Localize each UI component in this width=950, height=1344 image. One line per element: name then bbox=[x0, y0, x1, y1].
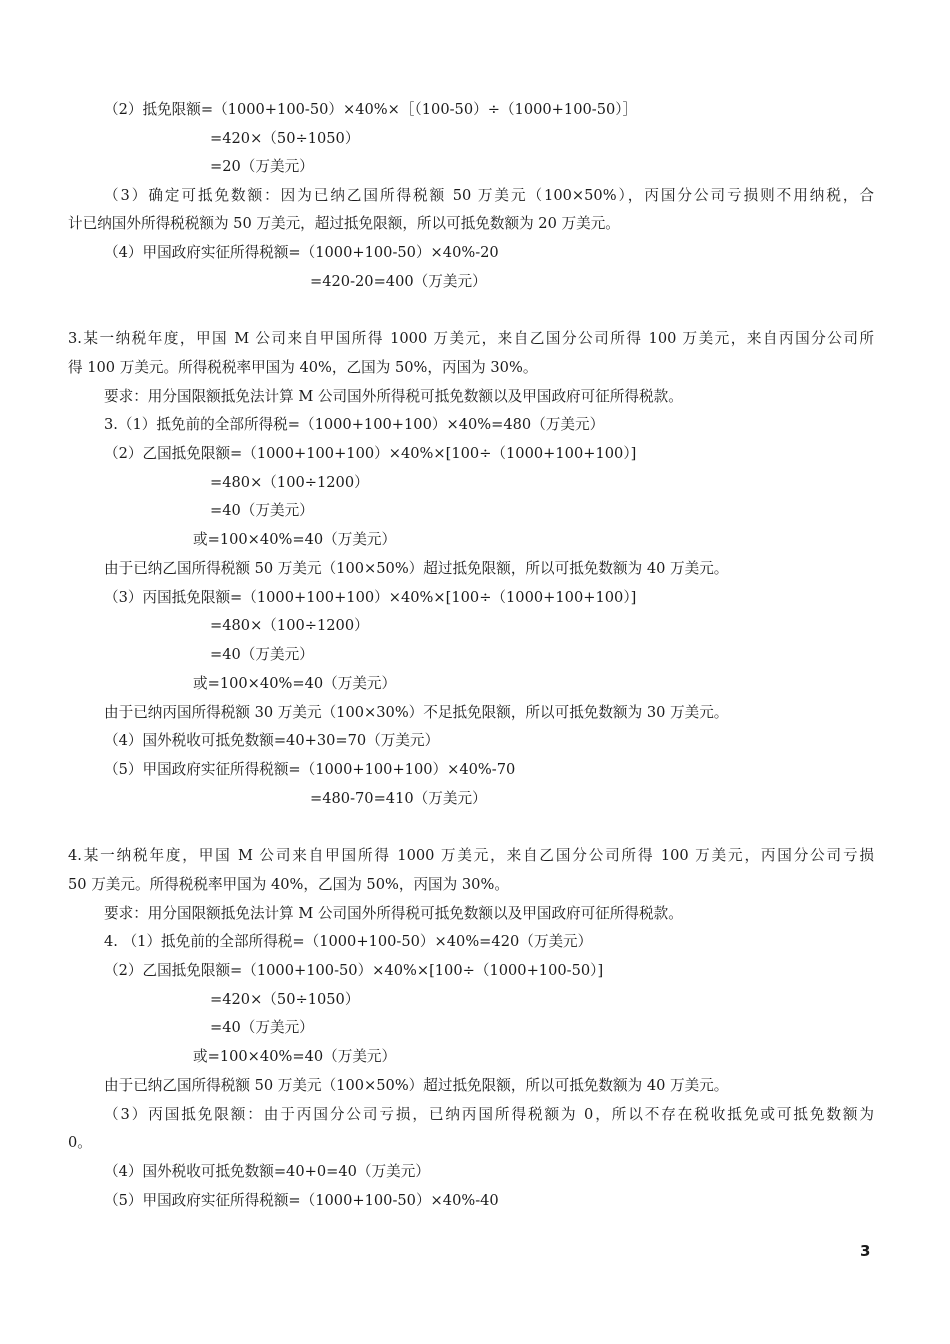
text-line: 或=100×40%=40（万美元） bbox=[193, 675, 397, 692]
text-line: （4）国外税收可抵免数额=40+30=70（万美元） bbox=[104, 732, 440, 749]
text-line: （5）甲国政府实征所得税额=（1000+100+100）×40%-70 bbox=[104, 761, 516, 778]
text-line: =480-70=410（万美元） bbox=[310, 790, 487, 807]
text-line: （3）确定可抵免数额：因为已纳乙国所得税额 50 万美元（100×50%），丙国分公司亏损则不用纳税，合 bbox=[104, 187, 874, 204]
text-line: =480×（100÷1200） bbox=[210, 617, 369, 634]
text-line: =40（万美元） bbox=[210, 646, 314, 663]
text-line: （3）丙国抵免限额=（1000+100+100）×40%×[100÷（1000+100+100）] bbox=[104, 589, 637, 606]
text-line: （5）甲国政府实征所得税额=（1000+100-50）×40%-40 bbox=[104, 1192, 499, 1209]
text-line: =40（万美元） bbox=[210, 502, 314, 519]
text-line: 由于已纳乙国所得税额 50 万美元（100×50%）超过抵免限额，所以可抵免数额为 40 万美元。 bbox=[104, 1077, 729, 1094]
text-line: =420-20=400（万美元） bbox=[310, 273, 487, 290]
text-line: 3.某一纳税年度，甲国 M 公司来自甲国所得 1000 万美元，来自乙国分公司所得 100 万美元，来自丙国分公司所 bbox=[68, 330, 874, 347]
text-line: =480×（100÷1200） bbox=[210, 474, 369, 491]
text-line: 由于已纳丙国所得税额 30 万美元（100×30%）不足抵免限额，所以可抵免数额为 30 万美元。 bbox=[104, 704, 729, 721]
text-line: 0。 bbox=[68, 1134, 92, 1151]
text-line: （4）国外税收可抵免数额=40+0=40（万美元） bbox=[104, 1163, 430, 1180]
text-line: （2）抵免限额=（1000+100-50）×40%×［（100-50）÷（1000+100-50）］ bbox=[104, 101, 638, 118]
page-number: 3 bbox=[860, 1242, 871, 1260]
text-line: =40（万美元） bbox=[210, 1019, 314, 1036]
text-line: 3.（1）抵免前的全部所得税=（1000+100+100）×40%=480（万美元） bbox=[104, 416, 605, 433]
text-line: =420×（50÷1050） bbox=[210, 130, 360, 147]
text-line: 得 100 万美元。所得税税率甲国为 40%，乙国为 50%，丙国为 30%。 bbox=[68, 359, 538, 376]
text-line: 4.某一纳税年度，甲国 M 公司来自甲国所得 1000 万美元，来自乙国分公司所得 100 万美元，丙国分公司亏损 bbox=[68, 847, 874, 864]
text-line: 要求：用分国限额抵免法计算 M 公司国外所得税可抵免数额以及甲国政府可征所得税款。 bbox=[104, 905, 683, 922]
text-line: =420×（50÷1050） bbox=[210, 991, 360, 1008]
text-line: 50 万美元。所得税税率甲国为 40%，乙国为 50%，丙国为 30%。 bbox=[68, 876, 509, 893]
text-line: 4. （1）抵免前的全部所得税=（1000+100-50）×40%=420（万美元） bbox=[104, 933, 593, 950]
text-line: 或=100×40%=40（万美元） bbox=[193, 531, 397, 548]
text-line: 或=100×40%=40（万美元） bbox=[193, 1048, 397, 1065]
text-line: =20（万美元） bbox=[210, 158, 314, 175]
text-line: 要求：用分国限额抵免法计算 M 公司国外所得税可抵免数额以及甲国政府可征所得税款。 bbox=[104, 388, 683, 405]
text-line: （2）乙国抵免限额=（1000+100+100）×40%×[100÷（1000+100+100）] bbox=[104, 445, 637, 462]
text-line: （3）丙国抵免限额：由于丙国分公司亏损，已纳丙国所得税额为 0，所以不存在税收抵免或可抵免数额为 bbox=[104, 1106, 874, 1123]
text-line: （4）甲国政府实征所得税额=（1000+100-50）×40%-20 bbox=[104, 244, 499, 261]
text-line: 计已纳国外所得税税额为 50 万美元，超过抵免限额，所以可抵免数额为 20 万美元。 bbox=[68, 215, 620, 232]
text-line: （2）乙国抵免限额=（1000+100-50）×40%×[100÷（1000+100-50）] bbox=[104, 962, 604, 979]
text-line: 由于已纳乙国所得税额 50 万美元（100×50%）超过抵免限额，所以可抵免数额为 40 万美元。 bbox=[104, 560, 729, 577]
